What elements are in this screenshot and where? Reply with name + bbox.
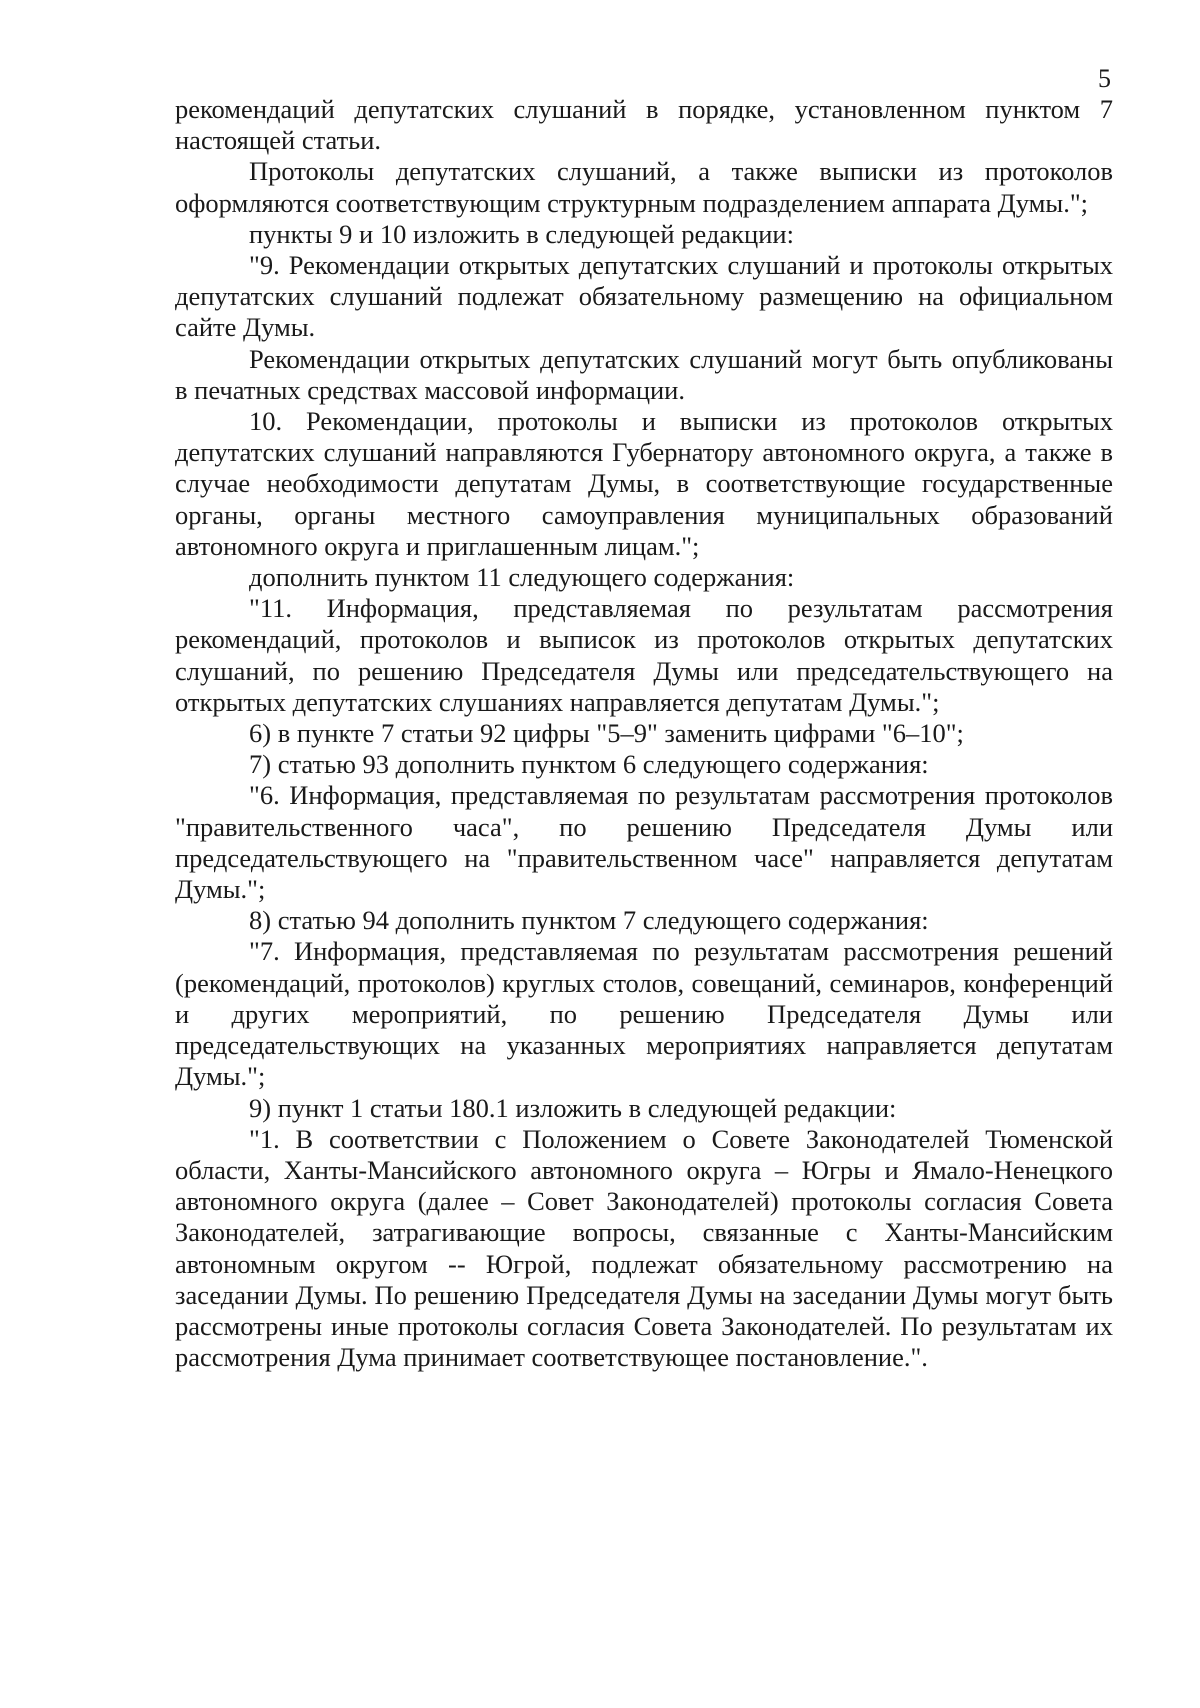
paragraph: дополнить пунктом 11 следующего содержания: <box>249 562 795 593</box>
paragraph: пункты 9 и 10 изложить в следующей редакции: <box>249 218 794 249</box>
paragraph: 6) в пункте 7 статьи 92 цифры "5–9" заменить цифрами "6–10"; <box>249 718 964 749</box>
paragraph: "7. Информация, представляемая по результатам рассмотрения решений (рекомендаций, протоколов) круглых столов, совещаний, семинаров, конференций и других мероприятий, по решению Председателя Думы или председательствующих на указанных мероприятиях направляется депутатам Думы."; <box>175 936 1113 1092</box>
paragraph: 9) пункт 1 статьи 180.1 изложить в следующей редакции: <box>249 1092 897 1123</box>
paragraph: Протоколы депутатских слушаний, а также выписки из протоколов оформляются соответствующим структурным подразделением аппарата Думы."; <box>175 156 1113 218</box>
paragraph: рекомендаций депутатских слушаний в порядке, установленном пунктом 7 настоящей статьи. <box>175 94 1113 156</box>
paragraph: 7) статью 93 дополнить пунктом 6 следующего содержания: <box>249 749 929 780</box>
paragraph: 10. Рекомендации, протоколы и выписки из протоколов открытых депутатских слушаний направляются Губернатору автономного округа, а также в случае необходимости депутатам Думы, в соответствующие государственные органы, органы местного самоуправления муниципальных образований автономного округа и приглашенным лицам."; <box>175 406 1113 561</box>
paragraph: "6. Информация, представляемая по результатам рассмотрения протоколов "правительственного часа", по решению Председателя Думы или председательствующего на "правительственном часе" направляется депутатам Думы."; <box>175 780 1113 905</box>
paragraph: 8) статью 94 дополнить пунктом 7 следующего содержания: <box>249 905 929 936</box>
document-body <box>175 94 1113 1373</box>
paragraph: Рекомендации открытых депутатских слушаний могут быть опубликованы в печатных средствах массовой информации. <box>175 343 1113 405</box>
paragraph: "11. Информация, представляемая по результатам рассмотрения рекомендаций, протоколов и выписок из протоколов открытых депутатских слушаний, по решению Председателя Думы или председательствующего на открытых депутатских слушаниях направляется депутатам Думы."; <box>175 593 1113 717</box>
paragraph: "1. В соответствии с Положением о Совете Законодателей Тюменской области, Ханты-Мансийского автономного округа – Югры и Ямало-Ненецкого автономного округа (далее – Совет Законодателей) протоколы согласия Совета Законодателей, затрагивающие вопросы, связанные с Ханты-Мансийским автономным округом -- Югрой, подлежат обязательному рассмотрению на заседании Думы. По решению Председателя Думы на заседании Думы могут быть рассмотрены иные протоколы согласия Совета Законодателей. По результатам их рассмотрения Дума принимает соответствующее постановление.". <box>175 1123 1113 1373</box>
paragraph: "9. Рекомендации открытых депутатских слушаний и протоколы открытых депутатских слушаний подлежат обязательному размещению на официальном сайте Думы. <box>175 250 1113 343</box>
page-number: 5 <box>1098 64 1111 93</box>
